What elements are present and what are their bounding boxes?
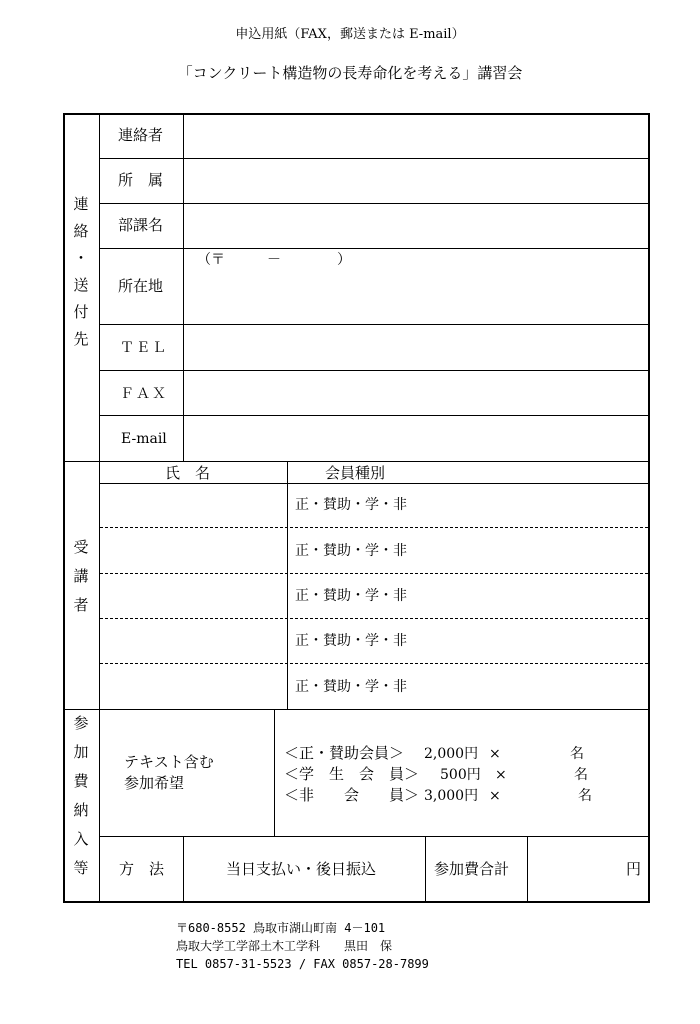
tel-field[interactable] — [185, 326, 647, 369]
participation-request-label: 参加希望 — [124, 774, 185, 792]
payment-method-options[interactable]: 当日支払い・後日振込 — [226, 860, 377, 878]
contact-section-label: 連 絡 ・ 送 付 先 — [73, 195, 89, 348]
fee-total-label: 参加費合計 — [434, 860, 510, 878]
fee-price: 500円 — [440, 767, 481, 783]
form-title: 「コンクリート構造物の長寿命化を考える」講習会 — [177, 64, 523, 82]
membership-type-options[interactable]: 正・賛助・学・非 — [295, 633, 407, 649]
times-sign: × — [489, 746, 501, 762]
count-unit: 名 — [578, 788, 592, 804]
text-included-label: テキスト含む — [124, 753, 214, 771]
contact-label-tel: ＴＥＬ — [120, 340, 168, 356]
address-field[interactable] — [185, 250, 647, 323]
attendee-name-field[interactable] — [101, 529, 286, 572]
fee-price: 2,000円 — [424, 746, 479, 762]
contact-label-affiliation: 所 属 — [118, 171, 164, 189]
times-sign: × — [489, 788, 501, 804]
fee-price: 3,000円 — [424, 788, 479, 804]
footer-address: 〒680-8552 鳥取市湖山町南 4－101 — [176, 921, 386, 935]
form-subtitle: 申込用紙（FAX，郵送または E-mail） — [235, 27, 465, 42]
attendee-name-field[interactable] — [101, 665, 286, 708]
contact-label-email: E-mail — [121, 431, 167, 447]
footer-contact: TEL 0857-31-5523 / FAX 0857-28-7899 — [176, 957, 429, 971]
membership-type-options[interactable]: 正・賛助・学・非 — [295, 588, 407, 604]
membership-type-header: 会員種別 — [325, 464, 386, 482]
contact-person-field[interactable] — [185, 115, 647, 157]
membership-type-options[interactable]: 正・賛助・学・非 — [295, 497, 407, 513]
fax-field[interactable] — [185, 372, 647, 414]
department-field[interactable] — [185, 205, 647, 247]
attendee-name-field[interactable] — [101, 575, 286, 617]
fees-section-label: 参 加 費 納 入 等 — [73, 714, 89, 877]
contact-label-fax: ＦＡＸ — [120, 386, 168, 402]
email-field[interactable] — [185, 417, 647, 460]
payment-method-label: 方 法 — [119, 860, 165, 878]
attendee-name-field[interactable] — [101, 620, 286, 662]
contact-label-address: 所在地 — [118, 277, 164, 295]
fee-category: ＜正・賛助会員＞ — [284, 744, 405, 762]
attendee-name-field[interactable] — [101, 485, 286, 526]
footer-department: 鳥取大学工学部土木工学科 黒田 保 — [176, 939, 393, 953]
contact-label-person: 連絡者 — [118, 126, 164, 144]
fee-category: ＜非 会 員＞ — [284, 786, 420, 804]
membership-type-options[interactable]: 正・賛助・学・非 — [295, 679, 407, 695]
count-unit: 名 — [574, 767, 588, 783]
count-unit: 名 — [570, 746, 584, 762]
attendee-name-header: 氏 名 — [165, 464, 211, 482]
postal-code-template: （〒 － ） — [197, 252, 351, 268]
yen-unit: 円 — [626, 860, 642, 878]
fee-category: ＜学 生 会 員＞ — [284, 765, 420, 783]
membership-type-options[interactable]: 正・賛助・学・非 — [295, 543, 407, 559]
affiliation-field[interactable] — [185, 160, 647, 202]
times-sign: × — [495, 767, 507, 783]
contact-label-department: 部課名 — [118, 216, 164, 234]
attendees-section-label: 受 講 者 — [73, 538, 89, 614]
